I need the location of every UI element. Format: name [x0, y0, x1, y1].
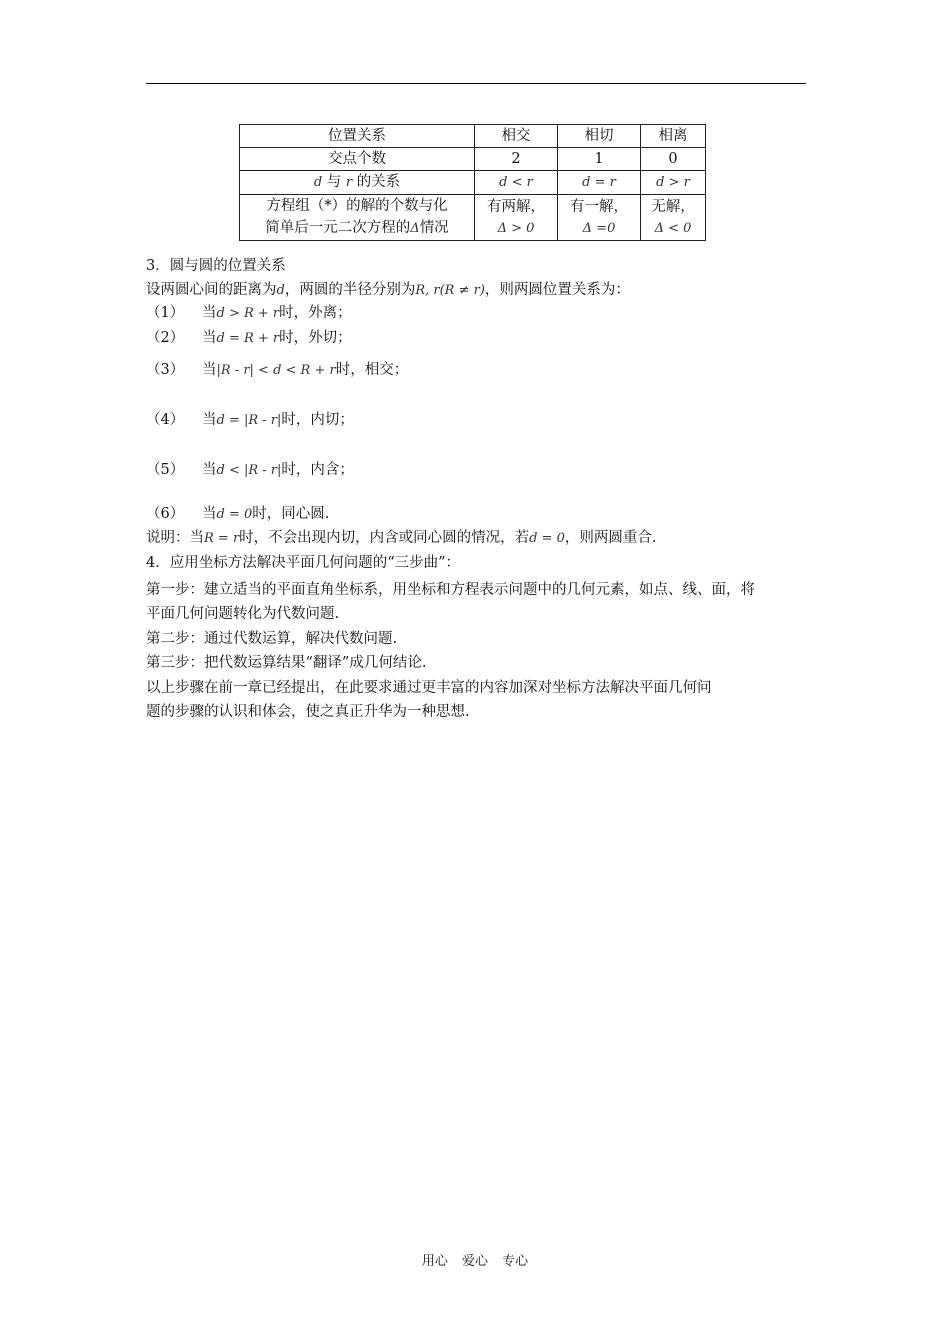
list-item: （1） 当d > R + r时，外离； [146, 305, 352, 321]
page-footer: 用心 爱心 专心 [421, 1254, 529, 1269]
step1-line2: 平面几何问题转化为代数问题. [146, 606, 340, 622]
table-cell: d > r [641, 171, 706, 195]
section3-intro: 设两圆心间的距离为d，两圆的半径分别为R, r(R ≠ r)，则两圆位置关系为： [146, 282, 630, 298]
table-header-row [240, 125, 706, 148]
cell-text: 方程组（*）的解的个数与化 [266, 198, 448, 214]
table-cell [240, 195, 475, 241]
table-cell: 相切 [558, 125, 641, 148]
math-text: d [313, 175, 323, 190]
section3-note: 说明：当R = r时，不会出现内切，内含或同心圆的情况，若d = 0，则两圆重合. [146, 530, 657, 546]
table-cell: 有一解， Δ =0 [558, 195, 641, 241]
step3: 第三步：把代数运算结果“翻译”成几何结论. [146, 655, 427, 671]
table-cell: 0 [641, 148, 706, 171]
table-row [240, 171, 706, 195]
list-item: （2） 当d = R + r时，外切； [146, 330, 352, 346]
table-cell: 相离 [641, 125, 706, 148]
summary-line2: 题的步骤的认识和体会，使之真正升华为一种思想. [146, 704, 470, 720]
position-relation-table [239, 124, 706, 241]
table-cell: d < r [475, 171, 558, 195]
summary-line1: 以上步骤在前一章已经提出，在此要求通过更丰富的内容加深对坐标方法解决平面几何问 [146, 680, 712, 696]
math-text: r [345, 175, 353, 190]
table-cell: 2 [475, 148, 558, 171]
table-row [240, 195, 706, 241]
cell-text: 与 [326, 174, 342, 190]
list-item: （6） 当d = 0时，同心圆. [146, 506, 330, 522]
table-cell: 1 [558, 148, 641, 171]
table-cell [240, 171, 475, 195]
list-item: （3） 当|R - r| < d < R + r时，相交； [146, 362, 409, 378]
table-cell: 无解， Δ < 0 [641, 195, 706, 241]
table-cell: d = r [558, 171, 641, 195]
step1-line1: 第一步：建立适当的平面直角坐标系，用坐标和方程表示问题中的几何元素，如点、线、面，将 [146, 582, 755, 598]
section3-title: 3．圆与圆的位置关系 [146, 258, 286, 274]
list-item: （5） 当d < |R - r|时，内含； [146, 462, 354, 478]
step2: 第二步：通过代数运算，解决代数问题. [146, 631, 398, 647]
header-rule [146, 83, 806, 84]
cell-text: 简单后一元二次方程的Δ情况 [265, 220, 449, 236]
table-cell: 相交 [475, 125, 558, 148]
section4-title: 4．应用坐标方法解决平面几何问题的“三步曲”： [146, 555, 461, 571]
table-cell: 位置关系 [240, 125, 475, 148]
table-cell: 有两解， Δ > 0 [475, 195, 558, 241]
table-row [240, 148, 706, 171]
table-cell: 交点个数 [240, 148, 475, 171]
cell-text: 的关系 [356, 174, 401, 190]
list-item: （4） 当d = |R - r|时，内切； [146, 412, 354, 428]
